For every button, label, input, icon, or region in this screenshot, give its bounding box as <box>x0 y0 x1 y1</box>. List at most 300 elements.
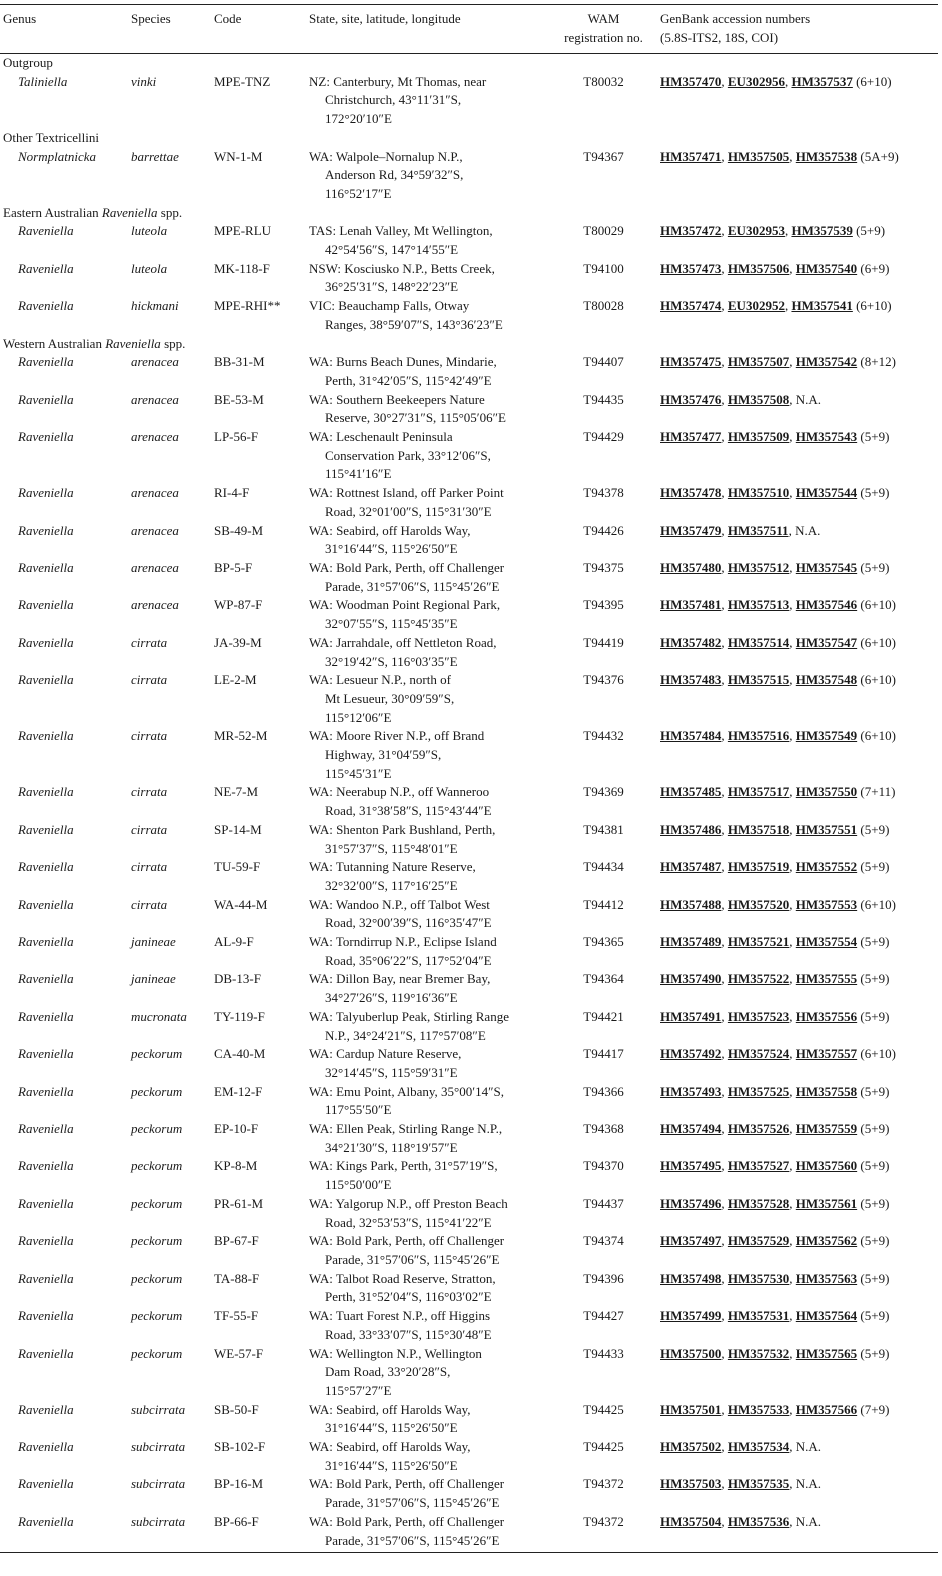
header-code: Code <box>211 5 306 54</box>
accession-number: HM357498 <box>660 1270 722 1286</box>
cell-code: WN-1-M <box>214 148 263 164</box>
table-row <box>0 522 938 559</box>
accession-number: HM357484 <box>660 728 722 744</box>
cell-genbank: HM357477, HM357509, HM357543 (5+9) <box>660 429 890 445</box>
cell-species: cirrata <box>131 728 168 744</box>
cell-wam: T80029 <box>583 223 624 239</box>
accession-number: EU302952 <box>727 298 785 314</box>
accession-number: HM357510 <box>727 485 790 501</box>
cell-wam: T94376 <box>583 672 624 688</box>
location-line: 32°19′42″S, 116°03′35″E <box>325 653 458 669</box>
cell-genbank: HM357503, HM357535, N.A. <box>660 1476 822 1492</box>
section-title <box>0 204 938 223</box>
cell-genbank: HM357483, HM357515, HM357548 (6+10) <box>660 672 896 688</box>
cell-location <box>306 1438 549 1475</box>
cell-genbank: HM357485, HM357517, HM357550 (7+11) <box>660 784 896 800</box>
accession-number: HM357475 <box>660 354 722 370</box>
accession-number: HM357522 <box>727 971 790 987</box>
accession-number: HM357505 <box>727 148 790 164</box>
cell-genbank: HM357492, HM357524, HM357557 (6+10) <box>660 1046 896 1062</box>
accession-note: (6+10) <box>857 634 896 650</box>
cell-species: cirrata <box>131 784 168 800</box>
cell-genus: Raveniella <box>18 1270 74 1286</box>
accession-number: HM357553 <box>795 896 858 912</box>
cell-location <box>306 522 549 559</box>
table-row <box>0 1120 938 1157</box>
location-line: 172°20′10″E <box>325 111 392 127</box>
section-title-text: Outgroup <box>3 55 53 70</box>
cell-genbank: HM357476, HM357508, N.A. <box>660 391 822 407</box>
cell-genus: Raveniella <box>18 728 74 744</box>
cell-genus: Raveniella <box>0 1513 128 1553</box>
accession-number: HM357547 <box>795 634 858 650</box>
cell-code: EM-12-F <box>214 1083 263 1099</box>
accession-number: HM357543 <box>795 429 858 445</box>
cell-wam: T94378 <box>583 485 624 501</box>
cell-wam: T94372 <box>549 1513 657 1553</box>
cell-location <box>306 1232 549 1269</box>
accession-number: HM357558 <box>795 1083 858 1099</box>
cell-wam: T94426 <box>583 522 624 538</box>
cell-wam: T94429 <box>583 429 624 445</box>
accession-number: HM357530 <box>727 1270 790 1286</box>
cell-genbank: HM357484, HM357516, HM357549 (6+10) <box>660 728 896 744</box>
cell-species: cirrata <box>131 634 168 650</box>
location-line: 31°16′44″S, 115°26′50″E <box>325 541 458 557</box>
location-line: WA: Wellington N.P., Wellington <box>309 1345 482 1361</box>
accession-note: (5+9) <box>857 1345 890 1361</box>
cell-genus: Raveniella <box>18 1195 74 1211</box>
accession-number: HM357521 <box>727 934 790 950</box>
accession-number: HM357507 <box>727 354 790 370</box>
section-row <box>0 129 938 148</box>
accession-number: HM357470 <box>660 73 722 89</box>
location-line: WA: Southern Beekeepers Nature <box>309 391 485 407</box>
accession-note: , N.A. <box>789 1439 822 1455</box>
cell-wam: T94419 <box>583 634 624 650</box>
cell-genus: Taliniella <box>18 73 68 89</box>
cell-genus: Raveniella <box>18 1308 74 1324</box>
cell-location <box>306 783 549 820</box>
cell-code: WE-57-F <box>214 1345 264 1361</box>
cell-species: subcirrata <box>131 1476 186 1492</box>
table-row <box>0 391 938 428</box>
cell-wam: T94425 <box>583 1439 624 1455</box>
table-row <box>0 297 938 334</box>
location-line: WA: Kings Park, Perth, 31°57′19″S, <box>309 1158 498 1174</box>
cell-species: cirrata <box>131 896 168 912</box>
cell-code: MK-118-F <box>214 260 270 276</box>
section-title-text: Eastern Australian <box>3 204 102 220</box>
cell-wam: T94369 <box>583 784 624 800</box>
cell-code: BE-53-M <box>214 391 264 407</box>
cell-genus: Raveniella <box>18 354 74 370</box>
section-title-text: Western Australian <box>3 335 106 351</box>
accession-number: HM357502 <box>660 1439 722 1455</box>
accession-number: HM357528 <box>727 1195 790 1211</box>
cell-species: luteola <box>131 223 168 239</box>
cell-wam: T94395 <box>583 597 624 613</box>
cell-genus: Raveniella <box>18 298 74 314</box>
location-line: WA: Ellen Peak, Stirling Range N.P., <box>309 1121 503 1137</box>
cell-code: RI-4-F <box>214 485 250 501</box>
cell-species: arenacea <box>131 559 179 575</box>
cell-code: NE-7-M <box>214 784 259 800</box>
accession-number: HM357519 <box>727 859 790 875</box>
accession-number: HM357491 <box>660 1008 722 1024</box>
cell-genus: Raveniella <box>18 223 74 239</box>
cell-species: peckorum <box>131 1158 183 1174</box>
accession-number: HM357559 <box>795 1121 858 1137</box>
table-row <box>0 73 938 129</box>
location-line: WA: Seabird, off Harolds Way, <box>309 1439 471 1455</box>
cell-genbank: HM357487, HM357519, HM357552 (5+9) <box>660 859 890 875</box>
table-row <box>0 596 938 633</box>
section-row <box>0 204 938 223</box>
cell-genbank: HM357488, HM357520, HM357553 (6+10) <box>660 896 896 912</box>
accession-number: HM357478 <box>660 485 722 501</box>
accession-note: (5+9) <box>857 934 890 950</box>
cell-location <box>306 222 549 259</box>
cell-location <box>306 596 549 633</box>
location-line: WA: Dillon Bay, near Bremer Bay, <box>309 971 491 987</box>
accession-number: HM357500 <box>660 1345 722 1361</box>
cell-genbank: HM357479, HM357511, N.A. <box>660 522 821 538</box>
accession-number: HM357504 <box>660 1513 722 1529</box>
accession-note: (6+10) <box>857 1046 896 1062</box>
accession-note: , N.A. <box>789 1513 822 1529</box>
accession-number: HM357527 <box>727 1158 790 1174</box>
cell-genus: Raveniella <box>18 1476 74 1492</box>
accession-number: HM357545 <box>795 559 858 575</box>
accession-number: HM357538 <box>795 148 858 164</box>
header-row <box>0 5 938 54</box>
cell-location <box>306 148 549 204</box>
accession-number: HM357481 <box>660 597 722 613</box>
table-row <box>0 671 938 727</box>
table-row <box>0 896 938 933</box>
cell-location <box>306 1401 549 1438</box>
cell-wam: T94435 <box>583 391 624 407</box>
location-line: Road, 35°06′22″S, 117°52′04″E <box>325 952 492 968</box>
location-line: Road, 33°33′07″S, 115°30′48″E <box>325 1326 492 1342</box>
cell-genus: Normplatnicka <box>18 148 96 164</box>
section-row <box>0 335 938 354</box>
cell-species: peckorum <box>131 1345 183 1361</box>
cell-species: subcirrata <box>131 1439 186 1455</box>
cell-genbank: HM357470, EU302956, HM357537 (6+10) <box>660 73 892 89</box>
cell-genus: Raveniella <box>18 1008 74 1024</box>
cell-species: arenacea <box>131 391 179 407</box>
cell-genbank: HM357478, HM357510, HM357544 (5+9) <box>660 485 890 501</box>
cell-genbank: HM357494, HM357526, HM357559 (5+9) <box>660 1121 890 1137</box>
cell-genbank: HM357486, HM357518, HM357551 (5+9) <box>660 821 890 837</box>
location-line: Dam Road, 33°20′28″S, <box>325 1364 451 1380</box>
cell-genus: Raveniella <box>18 429 74 445</box>
cell-genbank: HM357490, HM357522, HM357555 (5+9) <box>660 971 890 987</box>
accession-number: HM357552 <box>795 859 858 875</box>
cell-species: hickmani <box>131 298 179 314</box>
cell-genbank: HM357496, HM357528, HM357561 (5+9) <box>660 1195 890 1211</box>
cell-species: luteola <box>131 260 168 276</box>
accession-number: HM357488 <box>660 896 722 912</box>
cell-location <box>306 1270 549 1307</box>
location-line: WA: Tuart Forest N.P., off Higgins <box>309 1308 491 1324</box>
cell-genus: Raveniella <box>18 934 74 950</box>
location-line: Reserve, 30°27′31″S, 115°05′06″E <box>325 410 506 426</box>
cell-species: peckorum <box>131 1195 183 1211</box>
location-line: WA: Seabird, off Harolds Way, <box>309 1401 471 1417</box>
cell-location <box>306 1008 549 1045</box>
cell-wam: T94432 <box>583 728 624 744</box>
location-line: WA: Cardup Nature Reserve, <box>309 1046 462 1062</box>
accession-note: (5+9) <box>857 1158 890 1174</box>
table-row <box>0 1475 938 1512</box>
cell-code: SB-49-M <box>214 522 264 538</box>
accession-note: (5+9) <box>857 1308 890 1324</box>
cell-wam: T80028 <box>583 298 624 314</box>
table-row <box>0 727 938 783</box>
accession-number: HM357508 <box>727 391 790 407</box>
accession-number: HM357563 <box>795 1270 858 1286</box>
location-line: 115°41′16″E <box>325 466 392 482</box>
cell-wam: T94437 <box>583 1195 624 1211</box>
location-line: WA: Moore River N.P., off Brand <box>309 728 485 744</box>
section-title-italic: Raveniella <box>101 204 158 220</box>
accession-number: HM357493 <box>660 1083 722 1099</box>
table-row <box>0 1157 938 1194</box>
table-row <box>0 260 938 297</box>
cell-location <box>306 1120 549 1157</box>
location-line: WA: Leschenault Peninsula <box>309 429 453 445</box>
header-genbank <box>657 5 938 54</box>
accession-number: HM357509 <box>727 429 790 445</box>
accession-number: HM357550 <box>795 784 858 800</box>
cell-wam: T94366 <box>583 1083 624 1099</box>
location-line: WA: Jarrahdale, off Nettleton Road, <box>309 634 497 650</box>
cell-code: LE-2-M <box>214 672 257 688</box>
header-wam <box>549 5 657 54</box>
accession-number: HM357535 <box>727 1476 790 1492</box>
cell-genbank: HM357482, HM357514, HM357547 (6+10) <box>660 634 896 650</box>
accession-number: HM357511 <box>727 522 789 538</box>
location-line: Anderson Rd, 34°59′32″S, <box>325 167 464 183</box>
cell-genus: Raveniella <box>18 391 74 407</box>
section-title-suffix: spp. <box>160 335 186 351</box>
accession-number: EU302956 <box>727 73 785 89</box>
cell-species: arenacea <box>131 522 179 538</box>
cell-genus: Raveniella <box>18 1233 74 1249</box>
accession-number: HM357557 <box>795 1046 858 1062</box>
table-row <box>0 1008 938 1045</box>
location-line: WA: Bold Park, Perth, off Challenger <box>309 1233 505 1249</box>
accession-note: (7+9) <box>857 1401 890 1417</box>
cell-genbank: HM357473, HM357506, HM357540 (6+9) <box>660 260 890 276</box>
table-row <box>0 148 938 204</box>
table-row <box>0 428 938 484</box>
cell-genbank: HM357481, HM357513, HM357546 (6+10) <box>660 597 896 613</box>
cell-location <box>306 1345 549 1401</box>
location-line: WA: Walpole–Nornalup N.P., <box>309 148 463 164</box>
cell-wam: T94372 <box>583 1476 624 1492</box>
accession-note: (8+12) <box>857 354 896 370</box>
cell-species: janineae <box>131 934 176 950</box>
table-row <box>0 484 938 521</box>
accession-note: (5+9) <box>857 859 890 875</box>
location-line: 32°32′00″S, 117°16′25″E <box>325 877 458 893</box>
table-row <box>0 353 938 390</box>
cell-code: TU-59-F <box>214 859 261 875</box>
cell-wam: T94425 <box>583 1401 624 1417</box>
cell-wam: T94367 <box>583 148 624 164</box>
accession-note: (5+9) <box>857 1008 890 1024</box>
cell-genus: Raveniella <box>18 1439 74 1455</box>
location-line: VIC: Beauchamp Falls, Otway <box>309 298 470 314</box>
accession-number: HM357526 <box>727 1121 790 1137</box>
cell-genbank: HM357497, HM357529, HM357562 (5+9) <box>660 1233 890 1249</box>
accession-number: HM357565 <box>795 1345 858 1361</box>
location-line: Highway, 31°04′59″S, <box>325 747 442 763</box>
cell-genbank: HM357471, HM357505, HM357538 (5A+9) <box>660 148 899 164</box>
cell-code: BP-5-F <box>214 559 253 575</box>
cell-code: TF-55-F <box>214 1308 259 1324</box>
cell-species: janineae <box>131 971 176 987</box>
accession-number: HM357512 <box>727 559 790 575</box>
cell-species: cirrata <box>131 859 168 875</box>
cell-genus: Raveniella <box>18 821 74 837</box>
accession-note: (5+9) <box>857 1083 890 1099</box>
table-row <box>0 559 938 596</box>
cell-location <box>306 634 549 671</box>
cell-species: subcirrata <box>128 1513 211 1553</box>
accession-number: HM357532 <box>727 1345 790 1361</box>
accession-number: HM357479 <box>660 522 722 538</box>
cell-wam: T94375 <box>583 559 624 575</box>
accession-note: (5A+9) <box>857 148 899 164</box>
accession-number: HM357514 <box>727 634 790 650</box>
cell-genus: Raveniella <box>18 1121 74 1137</box>
accession-number: HM357523 <box>727 1008 790 1024</box>
location-line: WA: Bold Park, Perth, off Challenger <box>309 559 505 575</box>
cell-code: TA-88-F <box>214 1270 260 1286</box>
section-title <box>0 335 938 354</box>
location-line: Parade, 31°57′06″S, 115°45′26″E <box>325 578 500 594</box>
cell-wam: T94364 <box>583 971 624 987</box>
cell-genbank: HM357480, HM357512, HM357545 (5+9) <box>660 559 890 575</box>
accession-note: (5+9) <box>857 1121 890 1137</box>
location-line: WA: Seabird, off Harolds Way, <box>309 522 471 538</box>
accession-number: HM357506 <box>727 260 790 276</box>
accession-number: HM357556 <box>795 1008 858 1024</box>
table-row <box>0 634 938 671</box>
location-line: WA: Yalgorup N.P., off Preston Beach <box>309 1195 508 1211</box>
accession-number: HM357480 <box>660 559 722 575</box>
cell-genbank: HM357504, HM357536, N.A. <box>657 1513 938 1553</box>
accession-number: HM357555 <box>795 971 858 987</box>
location-line: 115°12′06″E <box>325 709 392 725</box>
cell-code: TY-119-F <box>214 1008 265 1024</box>
accession-number: HM357490 <box>660 971 722 987</box>
location-line: Parade, 31°57′06″S, 115°45′26″E <box>325 1495 500 1511</box>
location-line: WA: Woodman Point Regional Park, <box>309 597 501 613</box>
accession-number: HM357564 <box>795 1308 858 1324</box>
section-title <box>0 129 938 148</box>
cell-species: peckorum <box>131 1046 183 1062</box>
accession-note: , N.A. <box>789 1476 822 1492</box>
accession-number: EU302953 <box>727 223 785 239</box>
header-genbank-line2: (5.8S-ITS2, 18S, COI) <box>660 29 779 45</box>
location-line: 32°07′55″S, 115°45′35″E <box>325 616 458 632</box>
header-wam-line2: registration no. <box>564 29 643 45</box>
accession-number: HM357485 <box>660 784 722 800</box>
cell-species: arenacea <box>131 354 179 370</box>
cell-genbank: HM357500, HM357532, HM357565 (5+9) <box>660 1345 890 1361</box>
location-line: 32°14′45″S, 115°59′31″E <box>325 1064 458 1080</box>
cell-code: SB-50-F <box>214 1401 259 1417</box>
cell-location <box>306 1307 549 1344</box>
location-line: 42°54′56″S, 147°14′55″E <box>325 242 459 258</box>
cell-code: LP-56-F <box>214 429 259 445</box>
accession-number: HM357560 <box>795 1158 858 1174</box>
table-row <box>0 1195 938 1232</box>
cell-genus: Raveniella <box>18 260 74 276</box>
section-row <box>0 54 938 73</box>
location-line: Conservation Park, 33°12′06″S, <box>325 447 491 463</box>
accession-note: (6+10) <box>857 896 896 912</box>
accession-number: HM357489 <box>660 934 722 950</box>
table-row <box>0 970 938 1007</box>
cell-location <box>306 484 549 521</box>
cell-location <box>306 1157 549 1194</box>
cell-genbank: HM357495, HM357527, HM357560 (5+9) <box>660 1158 890 1174</box>
accession-number: HM357533 <box>727 1401 790 1417</box>
location-line: 115°57′27″E <box>325 1382 392 1398</box>
cell-genus: Raveniella <box>18 1158 74 1174</box>
cell-location <box>306 559 549 596</box>
cell-genus: Raveniella <box>18 634 74 650</box>
table-row <box>0 1513 938 1553</box>
cell-wam: T94370 <box>583 1158 624 1174</box>
cell-species: peckorum <box>131 1121 183 1137</box>
accession-number: HM357546 <box>795 597 858 613</box>
accession-number: HM357492 <box>660 1046 722 1062</box>
cell-wam: T94365 <box>583 934 624 950</box>
location-line: WA: Lesueur N.P., north of <box>309 672 451 688</box>
table-row <box>0 1345 938 1401</box>
accession-number: HM357542 <box>795 354 858 370</box>
table-row <box>0 821 938 858</box>
cell-genus: Raveniella <box>18 1345 74 1361</box>
cell-location <box>306 671 549 727</box>
location-line: WA: Rottnest Island, off Parker Point <box>309 485 504 501</box>
accession-number: HM357499 <box>660 1308 722 1324</box>
cell-location <box>306 1475 549 1512</box>
cell-code: MPE-RLU <box>214 223 272 239</box>
table-row <box>0 783 938 820</box>
accession-number: HM357554 <box>795 934 858 950</box>
cell-code: SP-14-M <box>214 821 262 837</box>
cell-genbank: HM357475, HM357507, HM357542 (8+12) <box>660 354 896 370</box>
cell-code: DB-13-F <box>214 971 261 987</box>
cell-location <box>306 821 549 858</box>
header-species: Species <box>128 5 211 54</box>
cell-location <box>306 428 549 484</box>
cell-wam: T94427 <box>583 1308 624 1324</box>
accession-number: HM357471 <box>660 148 722 164</box>
table-row <box>0 1270 938 1307</box>
accession-note: (7+11) <box>857 784 896 800</box>
cell-wam: T94433 <box>583 1345 624 1361</box>
